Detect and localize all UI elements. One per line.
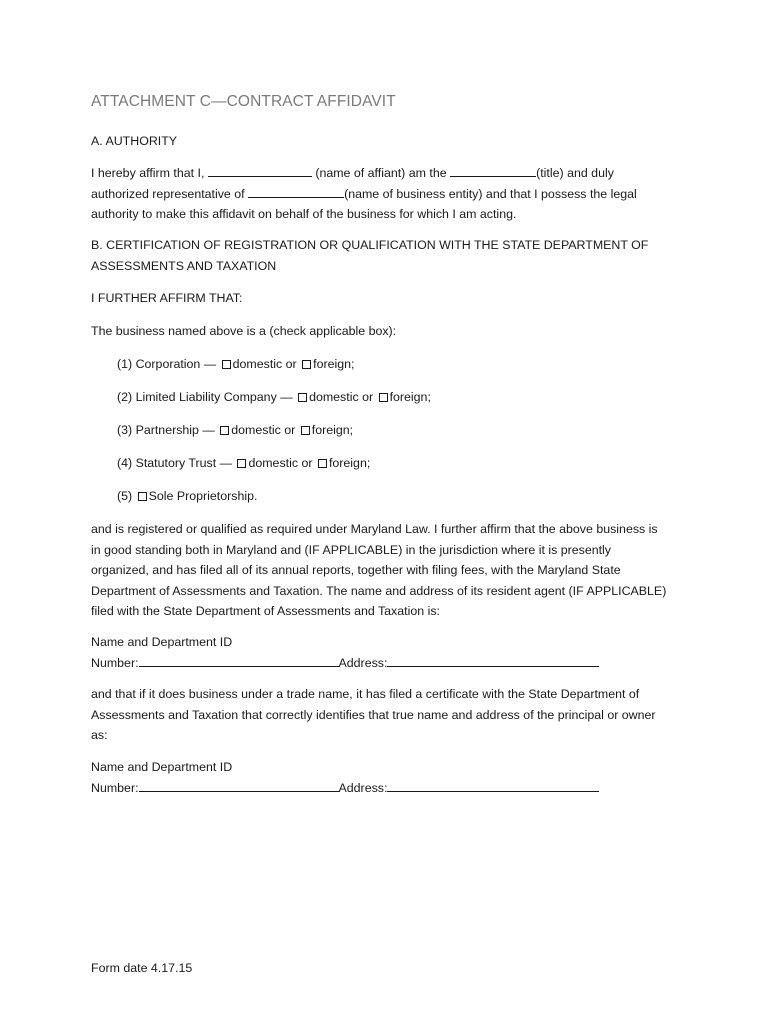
statutory-trust-foreign-checkbox[interactable]: [318, 459, 327, 468]
section-b-heading-line2: ASSESSMENTS AND TAXATION: [91, 258, 277, 273]
principal-owner-fields: [91, 757, 691, 798]
resident-agent-number-field[interactable]: [139, 654, 339, 667]
corporation-domestic-checkbox[interactable]: [222, 360, 231, 369]
number-label: Number:: [91, 655, 139, 670]
option-corporation: (1) Corporation — domestic or foreign;: [117, 357, 355, 371]
resident-agent-address-field[interactable]: [387, 654, 599, 667]
llc-domestic-checkbox[interactable]: [298, 393, 307, 402]
option-sole-proprietorship: (5) Sole Proprietorship.: [117, 489, 258, 503]
resident-agent-fields: [91, 632, 691, 673]
principal-number-field[interactable]: [139, 779, 339, 792]
option-llc: (2) Limited Liability Company — domestic or foreign;: [117, 390, 431, 404]
authority-text-6: authority to make this affidavit on behalf of the business for which I am acting.: [91, 207, 517, 221]
authority-text-3: (title) and duly: [536, 166, 614, 180]
address-label-2: Address:: [338, 780, 388, 795]
principal-address-field[interactable]: [387, 779, 599, 792]
title-field[interactable]: [450, 164, 536, 177]
registration-paragraph: and is registered or qualified as required under Maryland Law. I further affirm that the above business is in good standing both in Maryland and (IF APPLICABLE) in the jurisdiction where it is presently organized, and has filed all of its annual reports, together with filing fees, with the Maryland State Department of Assessments and Taxation. The name and address of its resident agent (IF APPLICABLE) filed with the State Department of Assessments and Taxation is:: [91, 522, 667, 618]
llc-foreign-checkbox[interactable]: [379, 393, 388, 402]
section-b-heading-line1: B. CERTIFICATION OF REGISTRATION OR QUALIFICATION WITH THE STATE DEPARTMENT OF: [91, 238, 649, 252]
document-title: ATTACHMENT C—CONTRACT AFFIDAVIT: [91, 93, 396, 110]
business-entity-field[interactable]: [248, 185, 344, 198]
authority-text-2: (name of affiant) am the: [315, 166, 447, 180]
business-type-intro: The business named above is a (check applicable box):: [91, 324, 397, 338]
partnership-domestic-checkbox[interactable]: [220, 426, 229, 435]
section-b-heading: [91, 235, 691, 276]
affiant-name-field[interactable]: [208, 164, 312, 177]
option-statutory-trust: (4) Statutory Trust — domestic or foreign;: [117, 456, 371, 470]
further-affirm-label: I FURTHER AFFIRM THAT:: [91, 291, 243, 305]
name-department-label: Name and Department ID: [91, 635, 233, 649]
corporation-foreign-checkbox[interactable]: [302, 360, 311, 369]
name-department-label-2: Name and Department ID: [91, 760, 233, 774]
form-date-footer: Form date 4.17.15: [91, 961, 193, 975]
number-label-2: Number:: [91, 780, 139, 795]
authority-paragraph: [91, 163, 691, 225]
partnership-foreign-checkbox[interactable]: [301, 426, 310, 435]
authority-text-5: (name of business entity) and that I possess the legal: [344, 186, 637, 201]
trade-name-paragraph: and that if it does business under a trade name, it has filed a certificate with the State Department of Assessments and Taxation that correctly identifies that true name and address of the principal or owner as:: [91, 687, 656, 742]
sole-proprietorship-checkbox[interactable]: [138, 492, 147, 501]
address-label: Address:: [338, 655, 388, 670]
option-partnership: (3) Partnership — domestic or foreign;: [117, 423, 354, 437]
authority-text-4: authorized representative of: [91, 186, 245, 201]
section-a-heading: A. AUTHORITY: [91, 134, 178, 148]
authority-text-1: I hereby affirm that I,: [91, 166, 205, 180]
statutory-trust-domestic-checkbox[interactable]: [237, 459, 246, 468]
